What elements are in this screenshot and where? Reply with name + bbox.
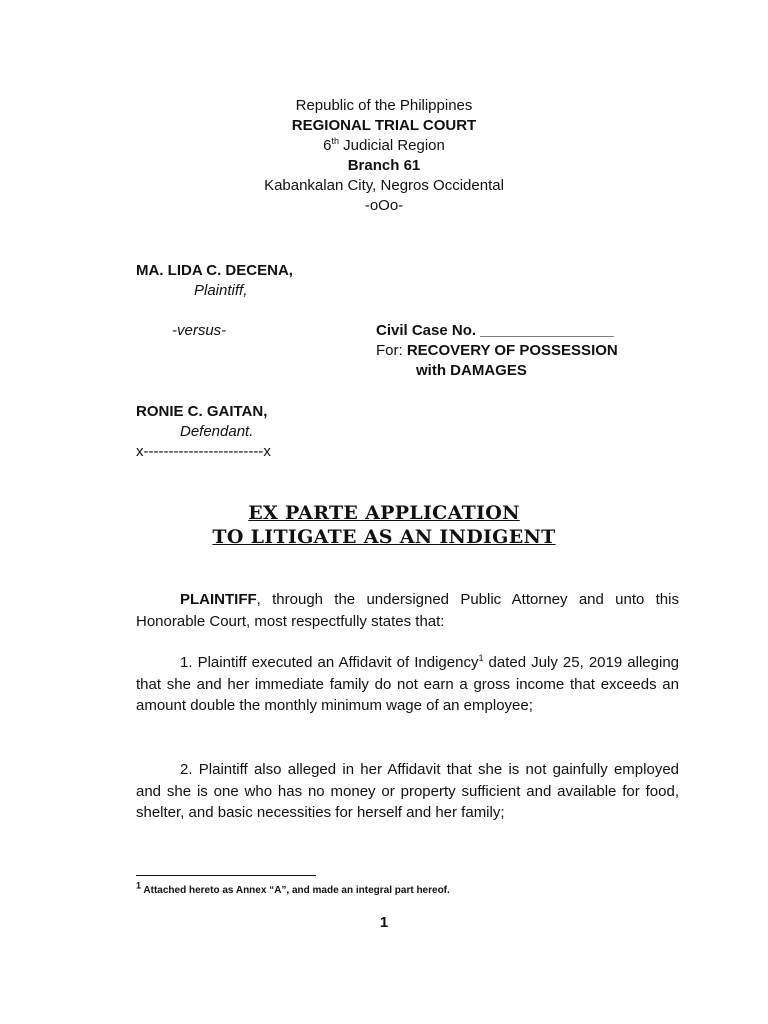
city-line: Kabankalan City, Negros Occidental [264,177,504,194]
page-number: 1 [379,914,389,931]
for-title-1: RECOVERY OF POSSESSION [406,342,618,359]
versus-label: -versus- [172,322,227,339]
region-text: Judicial Region [338,137,445,154]
footnote-marker: 1 [136,880,142,891]
republic-line: Republic of the Philippines [295,97,473,114]
paragraph-1 [136,652,679,717]
p2-text: 2. Plaintiff also alleged in her Affidavit that she is not gainfully employed and she is one who has no money or property sufficient and available for food, shelter, and basic necessities for herself and her family; [136,761,679,821]
for-label: For: [376,342,407,359]
intro-paragraph [136,589,679,632]
branch-line: Branch 61 [347,157,421,174]
p1-text-a: 1. Plaintiff executed an Affidavit of Indigency [180,654,479,671]
case-for-line [376,342,618,359]
civil-case-number: Civil Case No. ________________ [376,322,614,339]
for-title-2: with DAMAGES [416,362,527,379]
ornament-line: -oOo- [364,197,404,214]
judicial-region [0,136,768,156]
p1-footnote-ref: 1 [478,653,484,663]
defendant-name: RONIE C. GAITAN, [136,403,268,420]
court-name: REGIONAL TRIAL COURT [291,117,477,134]
region-suffix: th [331,136,339,146]
intro-bold-word: PLAINTIFF [180,591,257,608]
paragraph-2 [136,759,679,824]
defendant-role: Defendant. [180,423,254,440]
document-title-line-1: EX PARTE APPLICATION [248,502,520,524]
footnote [136,880,450,896]
p1-text-b: dated July 25, 2019 alleging that she and her immediate family do not earn a gross income that exceeds an amount double the monthly minimum wage of an employee; [136,654,680,714]
footnote-text: Attached hereto as Annex “A”, and made an integral part hereof. [141,885,450,896]
intro-text: , through the undersigned Public Attorney and unto this Honorable Court, most respectfully states that: [136,591,679,630]
region-number: 6 [323,137,332,154]
document-title-line-2: TO LITIGATE AS AN INDIGENT [212,526,556,548]
plaintiff-name: MA. LIDA C. DECENA, [136,262,293,279]
x-separator: x------------------------x [136,443,271,460]
plaintiff-role: Plaintiff, [194,282,248,299]
footnote-rule [136,875,316,876]
